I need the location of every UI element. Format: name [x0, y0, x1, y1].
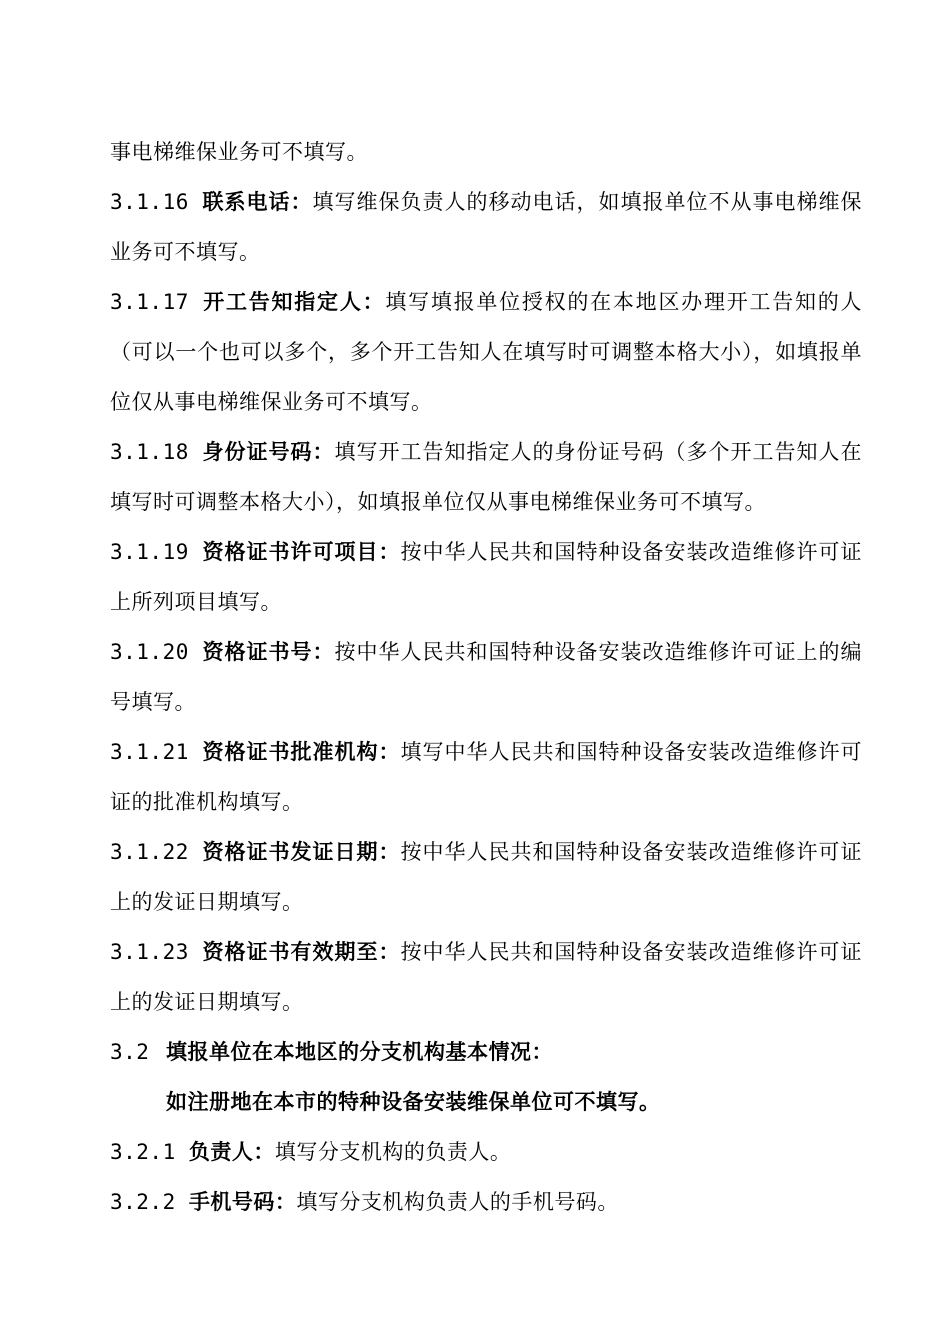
clause-term: 资格证书批准机构：: [202, 739, 401, 764]
clause-number: 3.2.2: [110, 1190, 189, 1214]
paragraph-3-1-22: [110, 827, 862, 927]
clause-number: 3.1.19: [110, 540, 203, 564]
clause-number: 3.2.1: [110, 1140, 189, 1164]
paragraph-3-1-18: [110, 427, 862, 527]
clause-term: 联系电话：: [202, 189, 313, 214]
clause-term: 资格证书有效期至：: [202, 939, 401, 964]
clause-term: 资格证书许可项目：: [202, 539, 401, 564]
clause-text: 填写分支机构负责人的手机号码。: [296, 1190, 619, 1214]
clause-number: 3.1.21: [110, 740, 203, 764]
paragraph-3-1-16: [110, 177, 862, 277]
clause-number: 3.1.23: [110, 940, 203, 964]
clause-term: 资格证书发证日期：: [202, 839, 401, 864]
paragraph-3-2-1: [110, 1127, 862, 1177]
clause-number: 3.1.18: [110, 440, 203, 464]
section-title: 填报单位在本地区的分支机构基本情况：: [166, 1039, 553, 1064]
clause-number: 3.1.22: [110, 840, 203, 864]
clause-text: 填写维保负责人的移动电话，如填报单位不从事电梯维保业务可不填写。: [110, 190, 863, 264]
clause-text: 按中华人民共和国特种设备安装改造维修许可证上所列项目填写。: [110, 540, 863, 614]
paragraph-text: 事电梯维保业务可不填写。: [110, 140, 368, 164]
section-note: [110, 1077, 862, 1127]
clause-text: 按中华人民共和国特种设备安装改造维修许可证上的发证日期填写。: [110, 940, 863, 1014]
clause-text: 填写填报单位授权的在本地区办理开工告知的人（可以一个也可以多个，多个开工告知人在填写时可调整本格大小），如填报单位仅从事电梯维保业务可不填写。: [110, 290, 863, 414]
section-heading-3-2: [110, 1027, 862, 1077]
document-page: [110, 127, 862, 1227]
paragraph-3-1-23: [110, 927, 862, 1027]
section-number: 3.2: [110, 1040, 150, 1064]
clause-term: 负责人：: [188, 1139, 275, 1164]
clause-term: 资格证书号：: [202, 639, 335, 664]
clause-text: 按中华人民共和国特种设备安装改造维修许可证上的编号填写。: [110, 640, 863, 714]
section-note-text: 如注册地在本市的特种设备安装维保单位可不填写。: [166, 1089, 661, 1114]
clause-text: 按中华人民共和国特种设备安装改造维修许可证上的发证日期填写。: [110, 840, 863, 914]
clause-term: 身份证号码：: [202, 439, 335, 464]
paragraph-3-1-21: [110, 727, 862, 827]
clause-text: 填写开工告知指定人的身份证号码（多个开工告知人在填写时可调整本格大小），如填报单位仅从事电梯维保业务可不填写。: [110, 440, 863, 514]
paragraph-3-1-17: [110, 277, 862, 427]
paragraph-3-1-20: [110, 627, 862, 727]
paragraph-3-1-19: [110, 527, 862, 627]
clause-text: 填写分支机构的负责人。: [274, 1140, 512, 1164]
clause-number: 3.1.20: [110, 640, 203, 664]
paragraph-continuation: [110, 127, 862, 177]
clause-number: 3.1.16: [110, 190, 203, 214]
paragraph-3-2-2: [110, 1177, 862, 1227]
clause-term: 手机号码：: [188, 1189, 297, 1214]
clause-number: 3.1.17: [110, 290, 204, 314]
clause-text: 填写中华人民共和国特种设备安装改造维修许可证的批准机构填写。: [110, 740, 863, 814]
clause-term: 开工告知指定人：: [203, 289, 386, 314]
